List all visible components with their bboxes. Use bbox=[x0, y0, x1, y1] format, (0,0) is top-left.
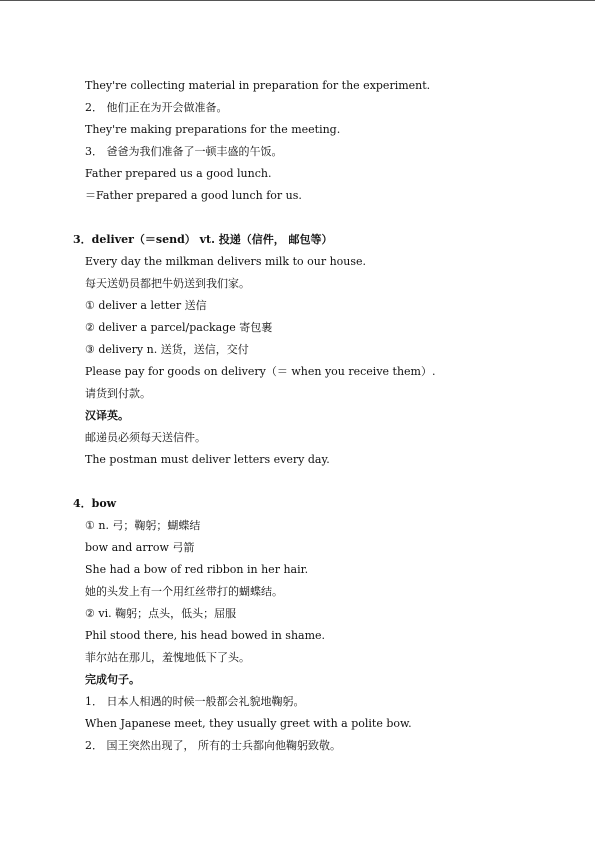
text-line: They're making preparations for the meeting. bbox=[85, 123, 341, 136]
text-line: Please pay for goods on delivery（＝ when you receive them）. bbox=[85, 365, 436, 378]
document-body bbox=[73, 75, 545, 757]
text-line: The postman must deliver letters every day. bbox=[85, 453, 330, 466]
text-line: 3． 爸爸为我们准备了一顿丰盛的午饭。 bbox=[85, 145, 283, 158]
text-line: ③ delivery n. 送货，送信，交付 bbox=[85, 343, 249, 356]
section-heading: 4．bow bbox=[73, 497, 117, 510]
text-line: 1． 日本人相遇的时候一般都会礼貌地鞠躬。 bbox=[85, 695, 305, 708]
paragraph-gap bbox=[85, 471, 545, 493]
text-line: 菲尔站在那儿，羞愧地低下了头。 bbox=[85, 651, 250, 664]
text-line: 每天送奶员都把牛奶送到我们家。 bbox=[85, 277, 250, 290]
text-line: 邮递员必须每天送信件。 bbox=[85, 431, 206, 444]
text-line: ② vi. 鞠躬；点头，低头；屈服 bbox=[85, 607, 237, 620]
text-line: They're collecting material in preparation for the experiment. bbox=[85, 79, 431, 92]
text-line: When Japanese meet, they usually greet with a polite bow. bbox=[85, 717, 412, 730]
text-line: Father prepared us a good lunch. bbox=[85, 167, 272, 180]
text-line: ＝Father prepared a good lunch for us. bbox=[85, 189, 302, 202]
text-line: 2． 他们正在为开会做准备。 bbox=[85, 101, 228, 114]
text-line: 2． 国王突然出现了， 所有的士兵都向他鞠躬致敬。 bbox=[85, 739, 341, 752]
text-line: She had a bow of red ribbon in her hair. bbox=[85, 563, 309, 576]
text-line: ① n. 弓；鞠躬；蝴蝶结 bbox=[85, 519, 201, 532]
text-line: ② deliver a parcel/package 寄包裹 bbox=[85, 321, 273, 334]
text-line: Every day the milkman delivers milk to our house. bbox=[85, 255, 367, 268]
exercise-label: 完成句子。 bbox=[85, 673, 140, 686]
text-line: 她的头发上有一个用红丝带打的蝴蝶结。 bbox=[85, 585, 283, 598]
text-line: ① deliver a letter 送信 bbox=[85, 299, 207, 312]
exercise-label: 汉译英。 bbox=[85, 409, 129, 422]
paragraph-gap bbox=[85, 207, 545, 229]
text-line: 请货到付款。 bbox=[85, 387, 151, 400]
section-heading: 3．deliver（＝send） vt. 投递（信件， 邮包等） bbox=[73, 233, 333, 246]
text-line: Phil stood there, his head bowed in shame. bbox=[85, 629, 326, 642]
page-top-rule bbox=[0, 0, 595, 1]
text-line: bow and arrow 弓箭 bbox=[85, 541, 195, 554]
